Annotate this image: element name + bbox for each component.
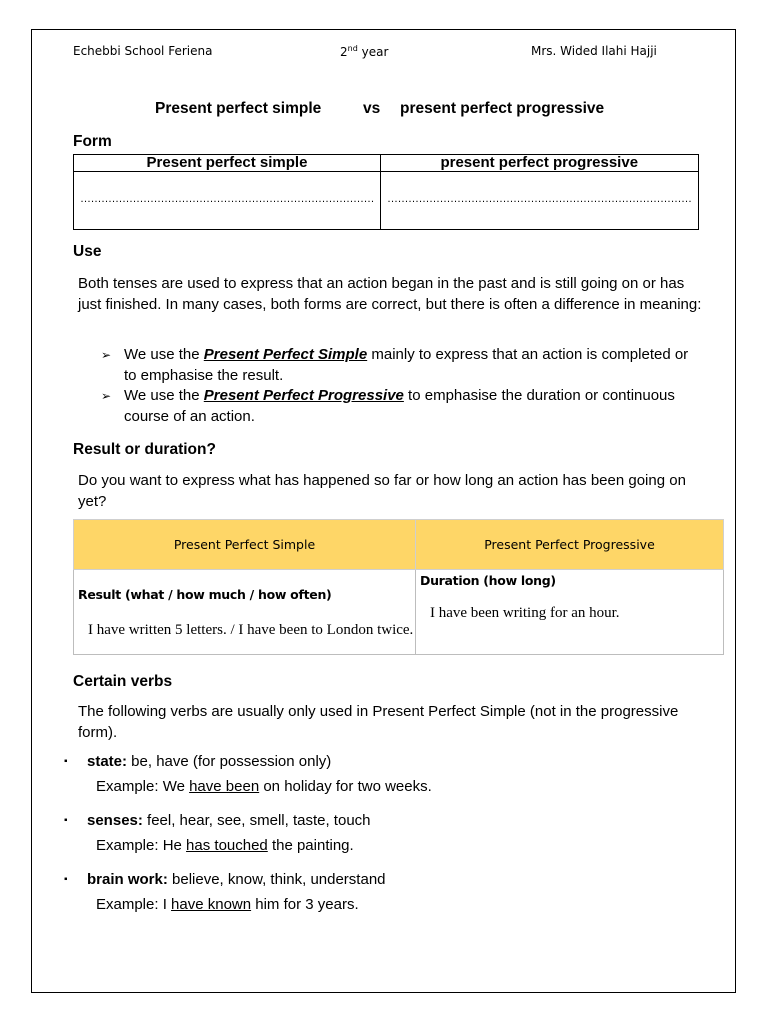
square-bullet-icon: ▪ — [64, 874, 68, 885]
form-dots-progressive: …………………………………………………………………………… — [387, 192, 692, 205]
form-cell-progressive — [381, 172, 699, 230]
result-heading: Result or duration? — [73, 441, 216, 458]
verbs-heading: Certain verbs — [73, 673, 173, 690]
verb-senses: senses: feel, hear, see, smell, taste, touch — [87, 812, 371, 829]
square-bullet-icon: ▪ — [64, 756, 68, 767]
example-senses: Example: He has touched the painting. — [96, 837, 354, 854]
result-duration-table — [73, 519, 724, 655]
page-title-left: Present perfect simple — [155, 100, 322, 117]
example-state: Example: We have been on holiday for two weeks. — [96, 778, 432, 795]
list-item: ➢ We use the Present Perfect Progressive to emphasise the duration or continuous course of an action. — [101, 386, 701, 427]
rd-duration-label: Duration (how long) — [420, 573, 556, 588]
rd-col-simple: Present Perfect Simple — [74, 520, 416, 570]
arrow-bullet-icon: ➢ — [101, 389, 112, 403]
school-name: Echebbi School Feriena — [73, 44, 213, 58]
teacher-name: Mrs. Wided Ilahi Hajji — [531, 44, 657, 58]
rd-result-example: I have written 5 letters. / I have been to London twice. — [88, 622, 414, 638]
verbs-intro: The following verbs are usually only used in Present Perfect Simple (not in the progressive form). — [78, 703, 679, 741]
verb-state: state: be, have (for possession only) — [87, 753, 332, 770]
rd-cell-duration — [416, 570, 724, 655]
rd-col-progressive: Present Perfect Progressive — [416, 520, 724, 570]
list-item: ➢ We use the Present Perfect Simple mainly to express that an action is completed or to emphasise the result. — [101, 345, 701, 386]
use-bullet-list — [101, 345, 701, 427]
form-heading: Form — [73, 133, 112, 150]
result-question: Do you want to express what has happened so far or how long an action has been going on yet? — [78, 472, 686, 510]
arrow-bullet-icon: ➢ — [101, 348, 112, 362]
form-col-simple: Present perfect simple — [74, 155, 381, 172]
use-paragraph: Both tenses are used to express that an action began in the past and is still going on or has just finished. In many cases, both forms are correct, but there is often a difference in meaning: — [78, 275, 702, 313]
form-dots-simple: ………………………………………………………………………… — [80, 192, 374, 205]
use-heading: Use — [73, 243, 102, 260]
rd-duration-example: I have been writing for an hour. — [430, 605, 620, 621]
page-title-vs: vs — [363, 100, 381, 117]
verb-brain-work: brain work: believe, know, think, understand — [87, 871, 386, 888]
form-table — [73, 154, 699, 230]
school-year: 2nd year — [340, 44, 389, 59]
page-title-right: present perfect progressive — [400, 100, 605, 117]
rd-cell-result — [74, 570, 416, 655]
form-col-progressive: present perfect progressive — [381, 155, 699, 172]
example-brain-work: Example: I have known him for 3 years. — [96, 896, 359, 913]
rd-result-label: Result (what / how much / how often) — [78, 587, 332, 602]
form-cell-simple — [74, 172, 381, 230]
square-bullet-icon: ▪ — [64, 815, 68, 826]
